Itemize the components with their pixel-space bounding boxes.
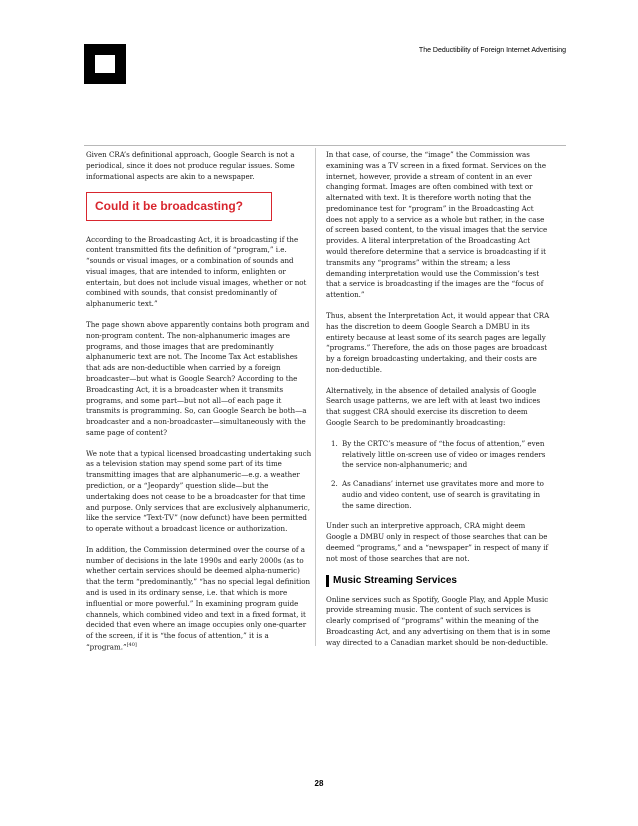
paragraph: Given CRA’s definitional approach, Google Search is not a periodical, since it does not produce regular issues. Some informational aspects are akin to a newspaper. [86, 150, 295, 181]
footnote-link[interactable]: [40] [126, 641, 137, 648]
list-item: 1. By the CRTC’s measure of “the focus of attention,” even relatively little on-screen use of video or images renders the service non-alphanumeric; and [340, 439, 552, 471]
paragraph: In that case, of course, the “image” the Commission was examining was a TV screen in a fixed format. Services on the internet, however, provide a stream of content in an ever changing format. Images are often combined with text or alternated with text. It is therefore worth noting that the predominance test for “program” in the Broadcasting Act does not apply to a service as a whole but rather, in the case of screen based content, to the visual images that the service provides. A literal interpretation of the Broadcasting Act would therefore determine that a service is broadcasting if it transmits any “programs” within the stream; a less demanding interpretation would use the Commission’s test that a service is broadcasting if the images are the “focus of attention.” [326, 150, 548, 300]
section-heading: Music Streaming Services [326, 575, 552, 587]
numbered-list [326, 439, 552, 512]
paragraph-with-footnote [86, 545, 312, 653]
paragraph-text: In addition, the Commission determined over the course of a number of decisions in the late 1990s and early 2000s (as to whether certain services should be deemed alpha-numeric) that the term “predominantly,” “has no special legal definition and is used in its ordinary sense, i.e. that which is more influential or more powerful.” In examining program guide channels, which combined video and text in a fixed format, it decided that even where an image occupies only one-quarter of the screen, if it is “the focus of attention,” it is a “program.” [86, 544, 311, 652]
logo-square-icon [84, 44, 126, 84]
paragraph: The page shown above apparently contains both program and non-program content. The non-alphanumeric images are programs, and those images that are predominantly alphanumeric text are not. The Income Tax Act establishes that ads are non-deductible when carried by a foreign broadcaster—but what is Google Search? According to the Broadcasting Act, it is a broadcaster when it transmits programs, and some part—but not all—of each page it transmits is programming. So, can Google Search be both—a broadcaster and a non-broadcaster—simultaneously with the same page of content? [86, 320, 310, 437]
header-rule [84, 145, 566, 146]
running-header: The Deductibility of Foreign Internet Advertising [418, 47, 566, 54]
column-divider [315, 148, 316, 646]
paragraph: Alternatively, in the absence of detailed analysis of Google Search usage patterns, we are left with at least two indices that suggest CRA should exercise its discretion to deem Google Search to be predominantly broadcasting: [326, 385, 541, 427]
right-column [326, 150, 552, 658]
paragraph: Under such an interpretive approach, CRA might deem Google a DMBU only in respect of those searches that can be deemed “programs,” and a “newspaper” in respect of many if not most of those searches that are not. [326, 521, 549, 563]
page-number: 28 [314, 779, 324, 788]
callout-label: Could it be broadcasting? [95, 199, 244, 214]
paragraph: We note that a typical licensed broadcasting undertaking such as a television station may spend some part of its time transmitting images that are alphanumeric—e.g. a weather prediction, or a “Jeopardy” question slide—but the undertaking does not cease to be a broadcaster for that time and purpose. Only services that are exclusively alphanumeric, like the service “Text-TV” (now defunct) have been permitted to operate without a broadcast licence or authorization. [86, 448, 312, 534]
paragraph: According to the Broadcasting Act, it is broadcasting if the content transmitted fits the definition of “program,” i.e. “sounds or visual images, or a combination of sounds and visual images, that are intended to inform, enlighten or entertain, but does not include visual images, whether or not combined with sounds, that consist predominantly of alphanumeric text.” [86, 234, 307, 309]
paragraph: Thus, absent the Interpretation Act, it would appear that CRA has the discretion to deem Google Search a DMBU in its entirety because at least some of its search pages are legally “programs.” Therefore, the ads on those pages are broadcast by a foreign broadcasting undertaking, and their costs are non-deductible. [326, 310, 550, 374]
callout-box [86, 192, 272, 220]
list-item: 2. As Canadians’ internet use gravitates more and more to audio and video content, use of search is gravitating in the same direction. [340, 479, 552, 511]
paragraph: Online services such as Spotify, Google Play, and Apple Music provide streaming music. The content of such services is clearly comprised of “programs” within the meaning of the Broadcasting Act, and any advertising on them that is in some way directed to a Canadian market should be non-deductible. [326, 594, 551, 647]
left-column [86, 150, 312, 663]
